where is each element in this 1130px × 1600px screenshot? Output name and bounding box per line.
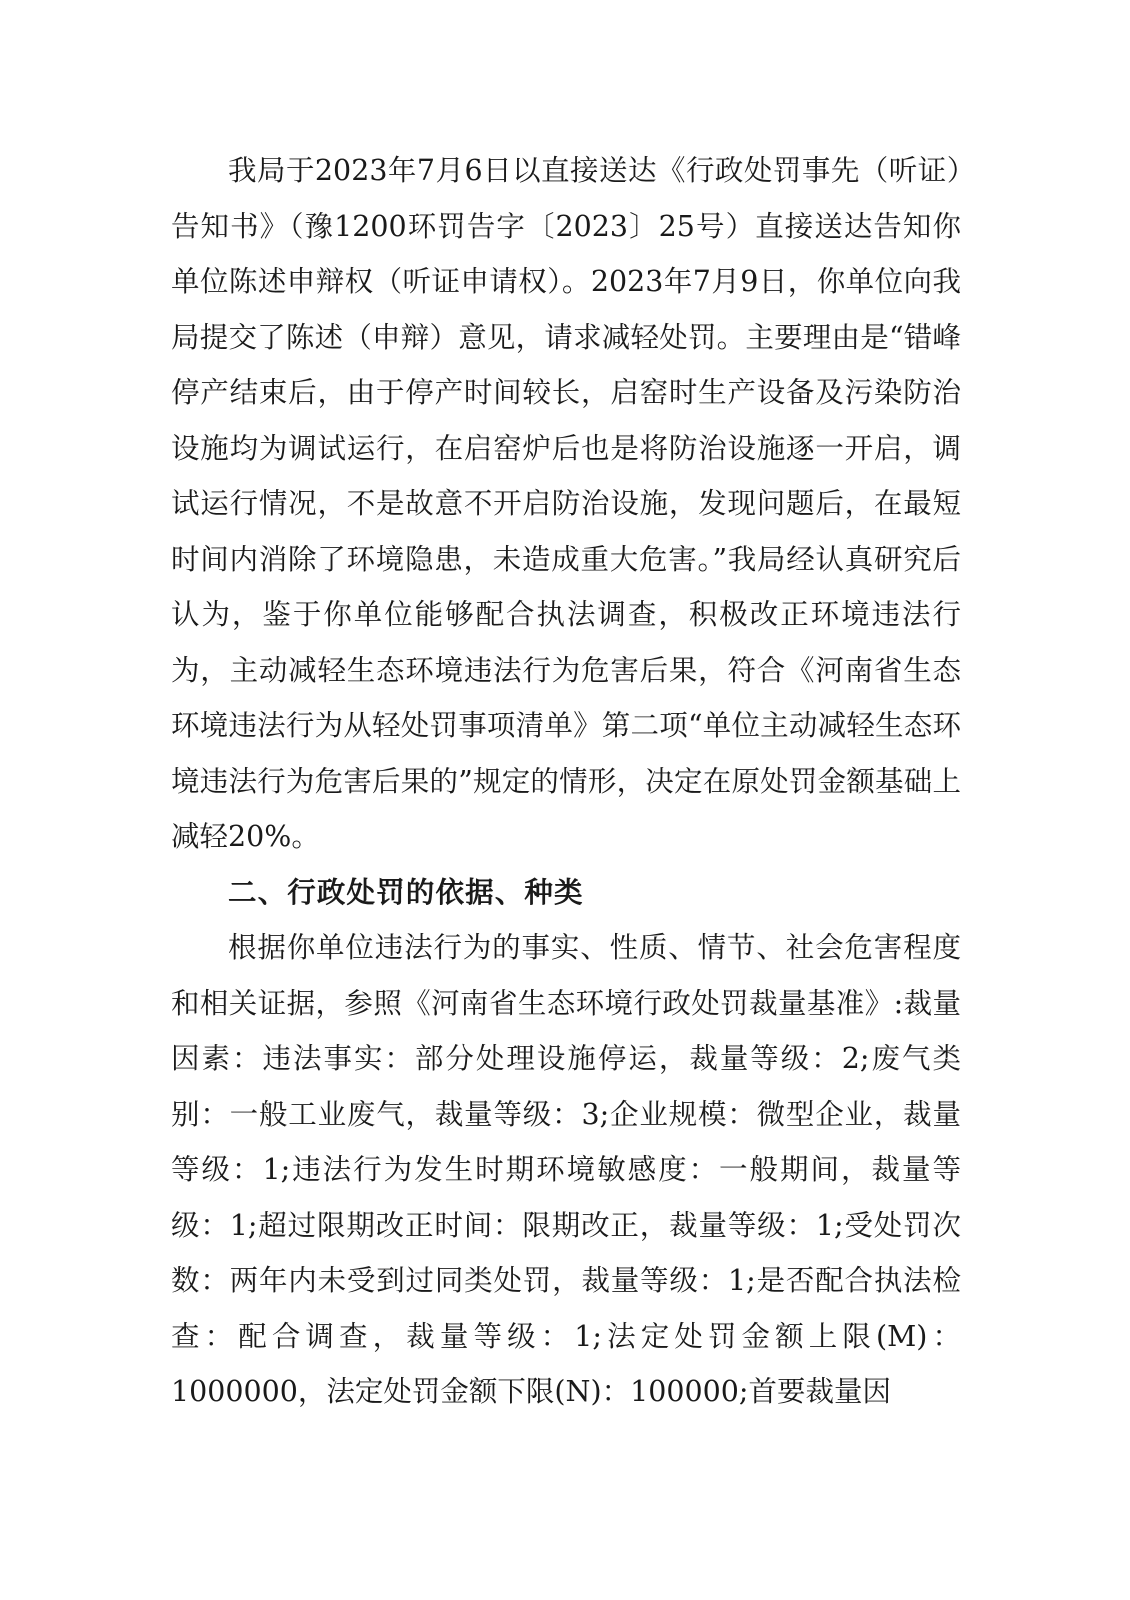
paragraph-statement-review: 我局于2023年7月6日以直接送达《行政处罚事先（听证）告知书》（豫1200环罚告字〔2023〕25号）直接送达告知你单位陈述申辩权（听证申请权）。2023年7月9日，你单位向我局提交了陈述（申辩）意见，请求减轻处罚。主要理由是“错峰停产结束后，由于停产时间较长，启窑时生产设备及污染防治设施均为调试运行，在启窑炉后也是将防治设施逐一开启，调试运行情况，不是故意不开启防治设施，发现问题后，在最短时间内消除了环境隐患，未造成重大危害。”我局经认真研究后认为，鉴于你单位能够配合执法调查，积极改正环境违法行为，主动减轻生态环境违法行为危害后果，符合《河南省生态环境违法行为从轻处罚事项清单》第二项“单位主动减轻生态环境违法行为危害后果的”规定的情形，决定在原处罚金额基础上减轻20%。 [171, 154, 961, 853]
document-body [171, 143, 961, 1420]
paragraph-discretion-factors: 根据你单位违法行为的事实、性质、情节、社会危害程度和相关证据，参照《河南省生态环境行政处罚裁量基准》:裁量因素：违法事实：部分处理设施停运，裁量等级：2;废气类别：一般工业废气，裁量等级：3;企业规模：微型企业，裁量等级：1;违法行为发生时期环境敏感度：一般期间，裁量等级：1;超过限期改正时间：限期改正，裁量等级：1;受处罚次数：两年内未受到过同类处罚，裁量等级：1;是否配合执法检查：配合调查，裁量等级：1;法定处罚金额上限(M)：1000000，法定处罚金额下限(N)：100000;首要裁量因 [171, 931, 961, 1408]
section-heading-basis-and-type: 二、行政处罚的依据、种类 [228, 875, 584, 909]
